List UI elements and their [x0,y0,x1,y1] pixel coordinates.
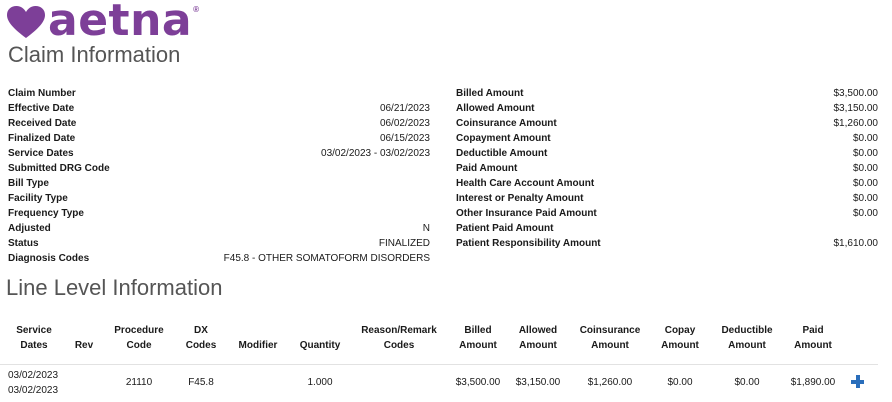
header-line: Amount [728,340,766,351]
claim-row [8,206,430,221]
field-label: Submitted DRG Code [8,163,110,174]
amount-row [456,191,878,206]
service-date-end: 03/02/2023 [8,385,59,396]
cell-dx-codes: F45.8 [188,377,214,388]
cell-service-dates [8,368,58,398]
line-level-information-title: Line Level Information [6,275,223,300]
header-line: Reason/Remark [361,325,437,336]
field-label: Status [8,238,39,249]
amount-row [456,101,878,116]
header-line: Rev [74,340,94,351]
header-line: Amount [591,340,629,351]
field-label: Finalized Date [8,133,76,144]
cell-allowed-amount: $3,150.00 [515,377,561,388]
header-quantity [292,338,348,353]
field-label: Bill Type [8,178,49,189]
header-line: Dates [20,340,48,351]
plus-icon[interactable] [851,375,864,388]
claim-row [8,101,430,116]
field-value: 06/02/2023 [379,118,430,129]
header-deductible-amount [714,323,780,353]
cell-coinsurance-amount: $1,260.00 [587,377,633,388]
cell-deductible-amount: $0.00 [734,377,760,388]
header-line: Coinsurance [579,325,641,336]
field-label: Service Dates [8,148,74,159]
header-copay-amount [654,323,706,353]
field-value: 03/02/2023 - 03/02/2023 [321,148,430,159]
header-line: Amount [794,340,832,351]
header-line: Procedure [114,325,164,336]
field-value: $0.00 [852,193,878,204]
table-divider [0,364,878,365]
cell-copay-amount: $0.00 [667,377,693,388]
field-value: $3,150.00 [833,103,878,114]
field-label: Frequency Type [8,208,84,219]
header-reason-remark-codes [354,323,444,353]
field-value: $0.00 [852,163,878,174]
header-billed-amount [450,323,506,353]
header-allowed-amount [510,323,566,353]
field-label: Patient Responsibility Amount [456,238,601,249]
field-value: FINALIZED [378,238,430,249]
header-line: DX [194,325,208,336]
field-label: Coinsurance Amount [456,118,557,129]
field-label: Received Date [8,118,77,129]
claim-row [8,251,430,266]
field-label: Interest or Penalty Amount [456,193,584,204]
amount-row [456,206,878,221]
field-label: Paid Amount [456,163,518,174]
claim-row [8,161,430,176]
field-label: Copayment Amount [456,133,551,144]
amount-row [456,221,878,236]
header-rev [70,338,98,353]
brand-wordmark: aetna [48,0,193,46]
field-label: Diagnosis Codes [8,253,90,264]
claim-row [8,176,430,191]
field-label: Adjusted [8,223,51,234]
header-line: Service [16,325,52,336]
header-procedure-code [108,323,170,353]
claim-row [8,221,430,236]
header-line: Codes [185,340,217,351]
field-value: $0.00 [852,148,878,159]
field-label: Deductible Amount [456,148,548,159]
field-label: Effective Date [8,103,75,114]
amount-row [456,161,878,176]
header-dx-codes [180,323,222,353]
claim-row [8,146,430,161]
amount-row [456,176,878,191]
field-value: $1,610.00 [833,238,878,249]
header-line: Billed [464,325,492,336]
cell-paid-amount: $1,890.00 [790,377,836,388]
field-value: 06/21/2023 [379,103,430,114]
field-value: $3,500.00 [833,88,878,99]
amount-row [456,131,878,146]
field-label: Facility Type [8,193,68,204]
aetna-logo [6,0,199,46]
amount-row [456,86,878,101]
heart-icon [6,5,46,39]
field-label: Allowed Amount [456,103,535,114]
cell-procedure-code: 21110 [125,377,153,388]
header-line: Code [126,340,152,351]
header-line: Paid [802,325,824,336]
field-value: $0.00 [852,133,878,144]
header-line: Modifier [238,340,278,351]
claim-details-left [8,86,430,266]
field-label: Health Care Account Amount [456,178,595,189]
header-line: Amount [519,340,557,351]
header-line: Amount [459,340,497,351]
claim-information-title: Claim Information [8,42,181,67]
field-value: 06/15/2023 [379,133,430,144]
cell-billed-amount: $3,500.00 [455,377,501,388]
header-modifier [232,338,284,353]
field-value: $0.00 [852,208,878,219]
header-coinsurance-amount [575,323,645,353]
claim-row [8,236,430,251]
claim-row [8,116,430,131]
claim-row [8,131,430,146]
field-value: F45.8 - OTHER SOMATOFORM DISORDERS [223,253,430,264]
amount-row [456,146,878,161]
service-date-start: 03/02/2023 [8,370,59,381]
field-label: Other Insurance Paid Amount [456,208,597,219]
registered-mark: ® [193,5,199,14]
field-label: Billed Amount [456,88,524,99]
field-value: N [422,223,430,234]
field-label: Patient Paid Amount [456,223,554,234]
header-line: Copay [664,325,696,336]
claim-amounts-right [456,86,878,251]
header-line: Quantity [299,340,341,351]
claim-row [8,191,430,206]
claim-row [8,86,430,101]
header-line: Allowed [518,325,558,336]
header-service-dates [6,323,62,353]
field-value: $1,260.00 [833,118,878,129]
cell-quantity: 1.000 [307,377,333,388]
header-line: Amount [661,340,699,351]
field-label: Claim Number [8,88,76,99]
header-paid-amount [786,323,840,353]
amount-row [456,236,878,251]
amount-row [456,116,878,131]
field-value: $0.00 [852,178,878,189]
header-line: Codes [383,340,415,351]
header-line: Deductible [721,325,773,336]
